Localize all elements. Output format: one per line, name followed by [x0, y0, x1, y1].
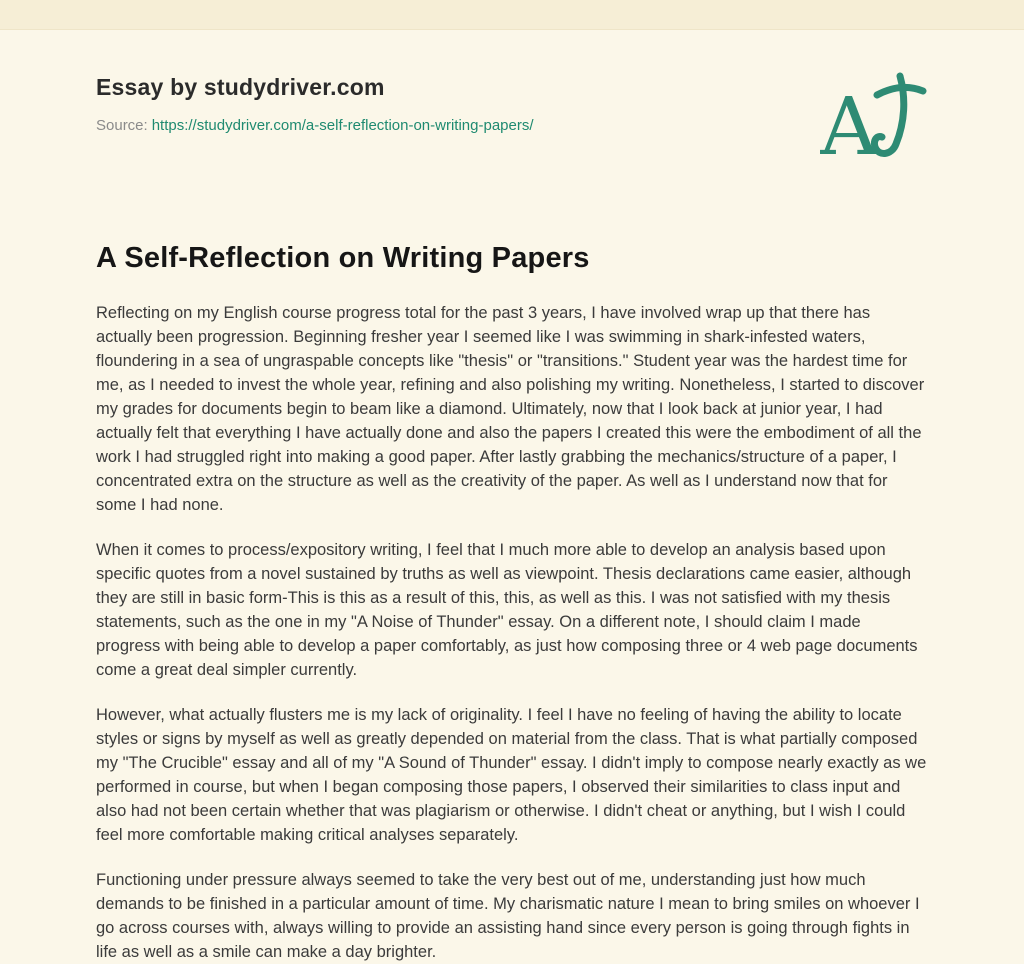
- svg-text:A: A: [820, 80, 878, 170]
- source-label: Source:: [96, 117, 148, 134]
- article-paragraph: However, what actually flusters me is my lack of originality. I feel I have no feeling of having the ability to locate styles or signs by myself as well as greatly depended on material from the class. That is what partially composed my "The Crucible" essay and all of my "A Sound of Thunder" essay. I didn't imply to compose nearly exactly as we performed in course, but when I began composing those papers, I observed their similarities to class input and also had not been certain whether that was plagiarism or otherwise. I didn't cheat or anything, but I wish I could feel more comfortable making critical analyses separately.: [96, 706, 927, 844]
- article-title: A Self-Reflection on Writing Papers: [96, 242, 590, 274]
- article-paragraph: Functioning under pressure always seemed to take the very best out of me, understanding just how much demands to be finished in a particular amount of time. My charismatic nature I mean to bring smiles on whoever I go across courses with, always willing to provide an assisting hand since every person is going through fights in life as well as a smile can make a day brighter.: [96, 871, 920, 961]
- page-container: [0, 30, 1024, 964]
- source-line: [96, 117, 928, 134]
- source-link[interactable]: https://studydriver.com/a-self-reflection-on-writing-papers/: [151, 117, 534, 134]
- page-header: [96, 30, 928, 170]
- article-body: [96, 301, 928, 964]
- studydriver-pen-logo-icon: [820, 70, 928, 170]
- article-paragraph: When it comes to process/expository writing, I feel that I much more able to develop an analysis based upon specific quotes from a novel sustained by truths as well as viewpoint. Thesis declarations came easier, although they are still in basic form-This is this as a result of this, this, as well as this. I was not satisfied with my thesis statements, such as the one in my "A Noise of Thunder" essay. On a different note, I should claim I made progress with being able to develop a paper comfortably, as just how composing three or 4 web page documents come a great deal simpler currently.: [96, 541, 918, 679]
- article-paragraph: Reflecting on my English course progress total for the past 3 years, I have involved wrap up that there has actually been progression. Beginning fresher year I seemed like I was swimming in shark-infested waters, floundering in a sea of ungraspable concepts like "thesis" or "transitions." Student year was the hardest time for me, as I needed to invest the whole year, refining and also polishing my writing. Nonetheless, I started to discover my grades for documents begin to beam like a diamond. Ultimately, now that I look back at junior year, I had actually felt that everything I have actually done and also the papers I created this were the embodiment of all the work I had struggled right into making a good paper. After lastly grabbing the mechanics/structure of a paper, I concentrated extra on the structure as well as the creativity of the paper. As well as I understand now that for some I had none.: [96, 304, 925, 514]
- site-title: Essay by studydriver.com: [96, 74, 385, 100]
- top-strip: [0, 0, 1024, 30]
